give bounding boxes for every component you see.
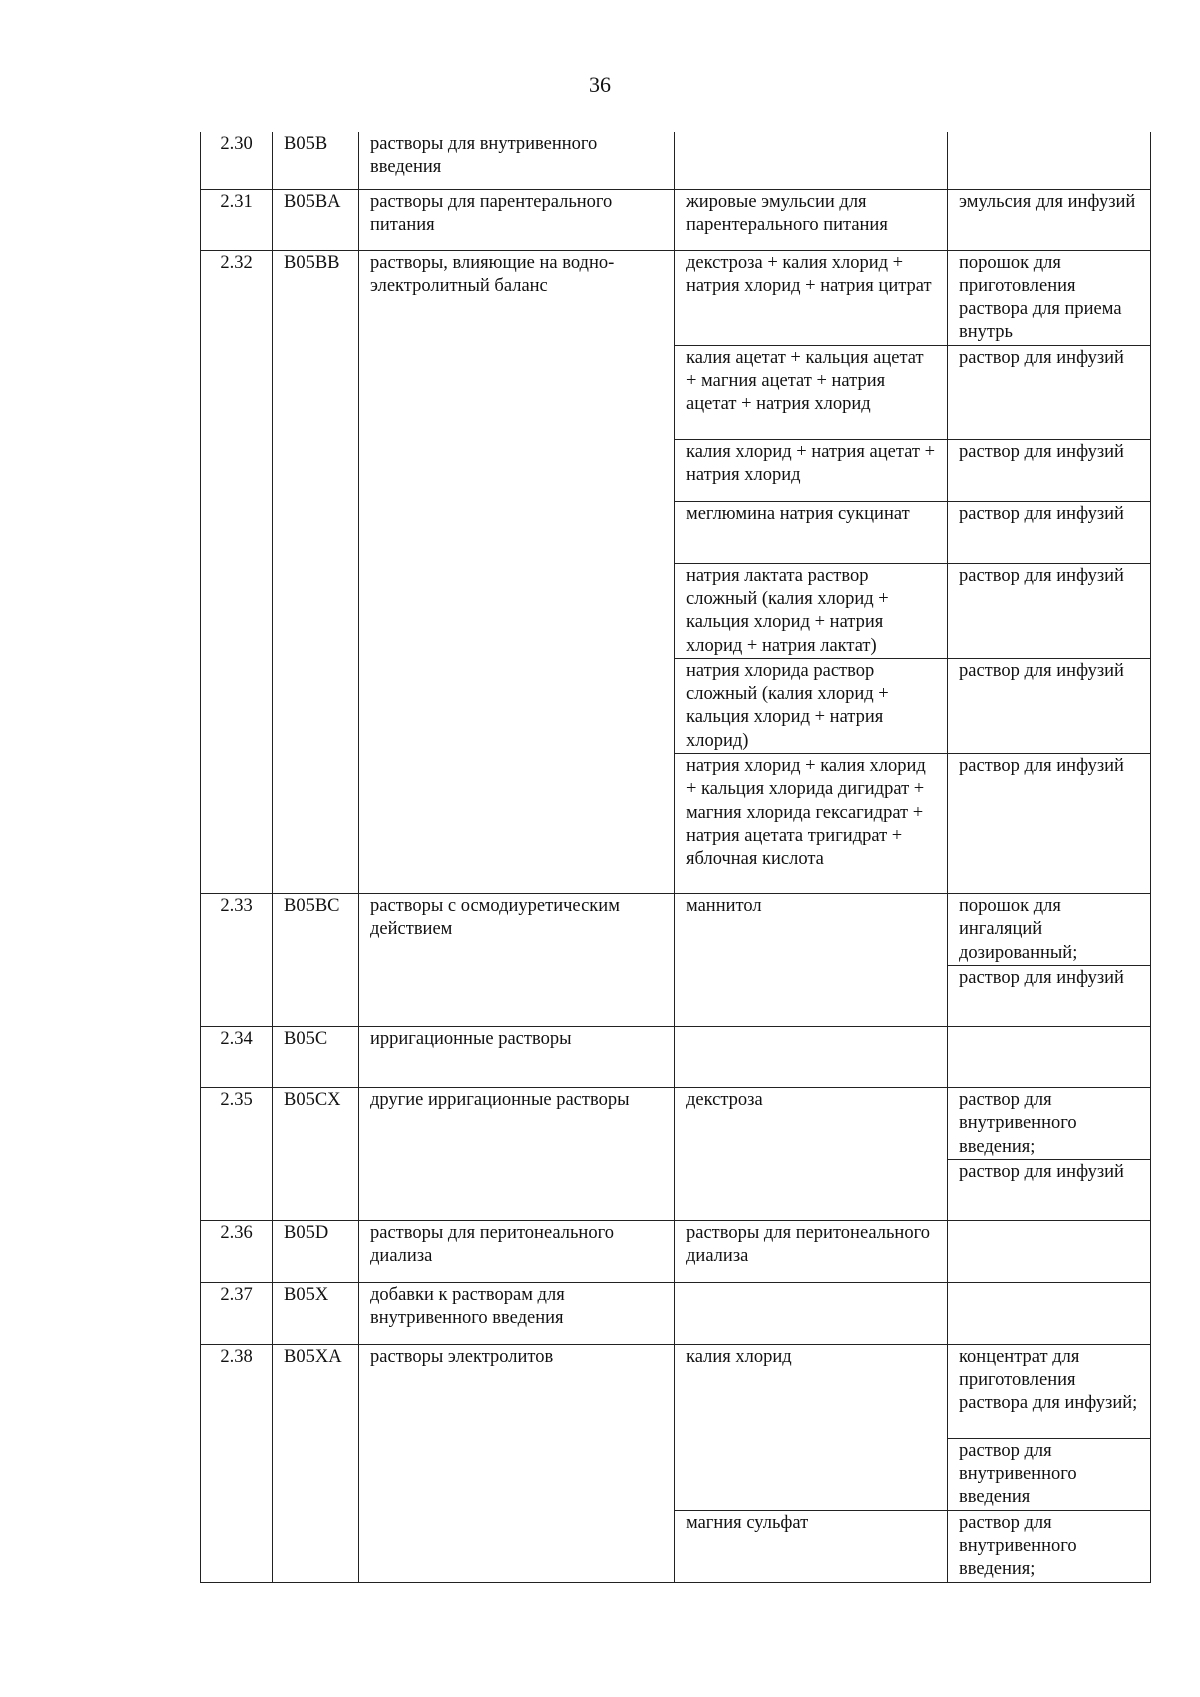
row-number: 2.38 [201,1344,273,1582]
drug-name: натрия хлорид + калия хлорид + кальция хлорида дигидрат + магния хлорида гексагидрат + натрия ацетата тригидрат + яблочная кислота [675,754,948,894]
atc-code: B05B [273,132,359,189]
drug-table [200,132,1151,1583]
drug-name: жировые эмульсии для парентерального питания [675,189,948,250]
drug-name: растворы для перитонеального диализа [675,1220,948,1282]
page-number: 36 [589,72,611,97]
dosage-form: раствор для внутривенного введения; [948,1087,1151,1159]
table-row [201,1220,1151,1282]
dosage-form: раствор для инфузий [948,501,1151,563]
drug-name [675,1026,948,1087]
row-number: 2.32 [201,250,273,894]
drug-name: калия хлорид + натрия ацетат + натрия хлорид [675,439,948,501]
drug-name: декстроза + калия хлорид + натрия хлорид + натрия цитрат [675,250,948,345]
drug-name [675,132,948,189]
atc-code: B05BA [273,189,359,250]
group-name: растворы, влияющие на водно-электролитный баланс [359,250,675,894]
table-row [201,250,1151,345]
dosage-form [948,1220,1151,1282]
group-name: растворы электролитов [359,1344,675,1582]
dosage-form: раствор для внутривенного введения; [948,1510,1151,1582]
atc-code: B05D [273,1220,359,1282]
drug-name: магния сульфат [675,1510,948,1582]
table-row [201,894,1151,966]
row-number: 2.30 [201,132,273,189]
dosage-form [948,132,1151,189]
dosage-form: раствор для внутривенного введения [948,1438,1151,1510]
group-name: растворы с осмодиуретическим действием [359,894,675,1027]
drug-name: меглюмина натрия сукцинат [675,501,948,563]
dosage-form: раствор для инфузий [948,754,1151,894]
table-row [201,189,1151,250]
group-name: добавки к растворам для внутривенного введения [359,1282,675,1344]
drug-name: калия хлорид [675,1344,948,1510]
dosage-form: эмульсия для инфузий [948,189,1151,250]
drug-name: маннитол [675,894,948,1027]
dosage-form: раствор для инфузий [948,1159,1151,1220]
drug-name: натрия хлорида раствор сложный (калия хлорид + кальция хлорид + натрия хлорид) [675,658,948,753]
group-name: растворы для парентерального питания [359,189,675,250]
dosage-form: порошок для приготовления раствора для приема внутрь [948,250,1151,345]
atc-code: B05C [273,1026,359,1087]
atc-code: B05BC [273,894,359,1027]
dosage-form [948,1282,1151,1344]
dosage-form: раствор для инфузий [948,965,1151,1026]
group-name: ирригационные растворы [359,1026,675,1087]
atc-code: B05XA [273,1344,359,1582]
row-number: 2.33 [201,894,273,1027]
table-row [201,1344,1151,1438]
row-number: 2.35 [201,1087,273,1220]
row-number: 2.36 [201,1220,273,1282]
row-number: 2.31 [201,189,273,250]
drug-name: натрия лактата раствор сложный (калия хлорид + кальция хлорид + натрия хлорид + натрия лактат) [675,563,948,658]
group-name: растворы для внутривенного введения [359,132,675,189]
group-name: растворы для перитонеального диализа [359,1220,675,1282]
dosage-form: раствор для инфузий [948,345,1151,439]
table-row [201,1282,1151,1344]
table-row [201,1087,1151,1159]
drug-name [675,1282,948,1344]
dosage-form [948,1026,1151,1087]
drug-name: декстроза [675,1087,948,1220]
dosage-form: концентрат для приготовления раствора для инфузий; [948,1344,1151,1438]
row-number: 2.34 [201,1026,273,1087]
atc-code: B05X [273,1282,359,1344]
dosage-form: раствор для инфузий [948,658,1151,753]
drug-name: калия ацетат + кальция ацетат + магния ацетат + натрия ацетат + натрия хлорид [675,345,948,439]
group-name: другие ирригационные растворы [359,1087,675,1220]
table-row [201,132,1151,189]
row-number: 2.37 [201,1282,273,1344]
dosage-form: раствор для инфузий [948,563,1151,658]
table-row [201,1026,1151,1087]
atc-code: B05CX [273,1087,359,1220]
dosage-form: порошок для ингаляций дозированный; [948,894,1151,966]
dosage-form: раствор для инфузий [948,439,1151,501]
atc-code: B05BB [273,250,359,894]
